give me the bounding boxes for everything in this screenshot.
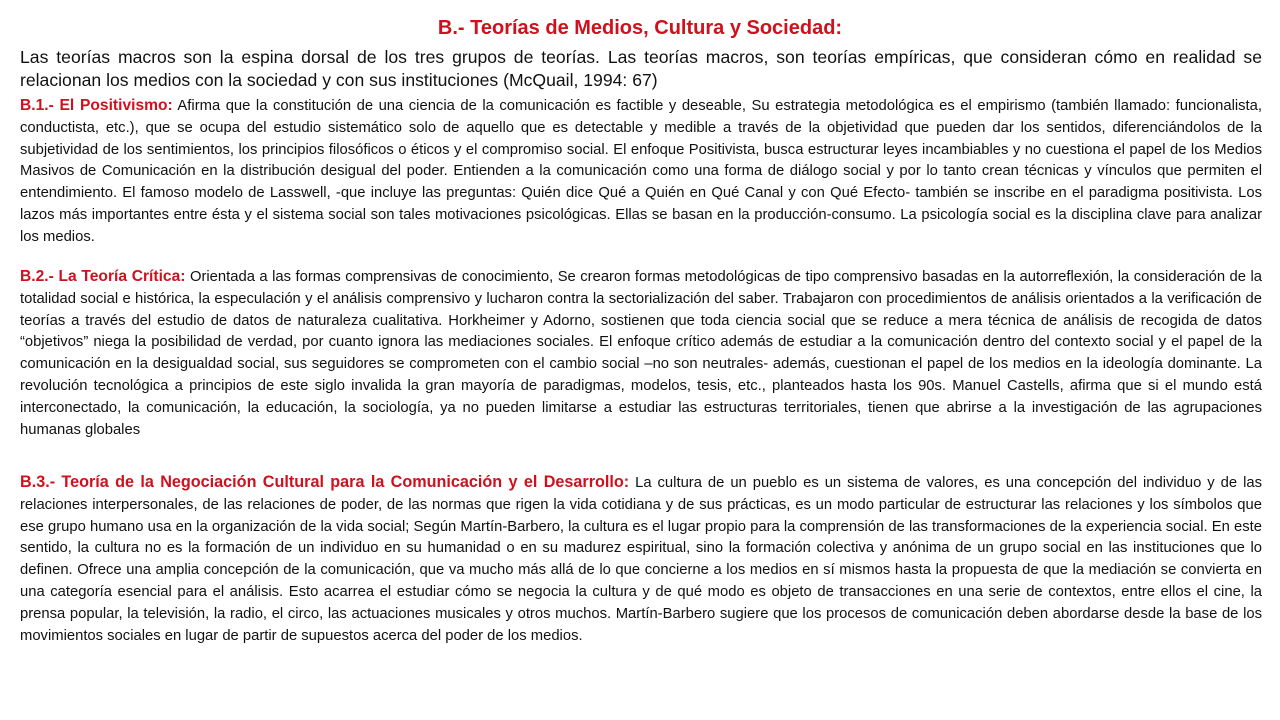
section-negociacion-cultural	[20, 472, 1262, 647]
section-body: Orientada a las formas comprensivas de conocimiento, Se crearon formas metodológicas de tipo comprensivo basadas en la autorreflexión, la consideración de la totalidad social e histórica, la especulación y el análisis comprensivo y lucharon contra la sectorialización del saber. Trabajaron con procedimientos de análisis orientados a la verificación de teorías a través del estudio de datos de naturaleza cualitativa. Horkheimer y Adorno, sostienen que toda ciencia social que se reduce a mera técnica de análisis de recogida de datos “objetivos” niega la posibilidad de verdad, por cuanto ignora las mediaciones sociales. El enfoque crítico además de estudiar a la comunicación dentro del contexto social y el papel de la comunicación en la desigualdad social, sus seguidores se comprometen con el cambio social –no son neutrales- además, cuestionan el papel de los medios en la ideología dominante. La revolución tecnológica a principios de este siglo invalida la gran mayoría de paradigmas, modelos, tesis, etc., planteados hasta los 90s. Manuel Castells, afirma que si el mundo está interconectado, la comunicación, la educación, la sociología, ya no pueden limitarse a estudiar las estructuras territoriales, tienen que abrirse a la investigación de las agrupaciones humanas globales	[20, 269, 1262, 438]
section-heading: B.2.- La Teoría Crítica:	[20, 268, 186, 285]
section-heading: B.3.- Teoría de la Negociación Cultural para la Comunicación y el Desarrollo:	[20, 473, 630, 491]
section-heading: B.1.- El Positivismo:	[20, 97, 173, 114]
section-body: La cultura de un pueblo es un sistema de valores, es una concepción del individuo y de las relaciones interpersonales, de las relaciones de poder, de las normas que rigen la vida cotidiana y de sus prácticas, es un modo particular de estructurar las relaciones y los símbolos que ese grupo humano usa en la organización de la vida social; Según Martín-Barbero, la cultura es el lugar propio para la comprensión de las transformaciones de la experiencia social. En este sentido, la cultura no es la formación de un individuo en su humanidad o en su madurez espiritual, sino la formación colectiva y anónima de un grupo social en las instituciones que lo definen. Ofrece una amplia concepción de la comunicación, que va mucho más allá de lo que concierne a los medios en sí mismos hasta la propuesta de que la mediación se convierta en una categoría esencial para el análisis. Esto acarrea el estudiar cómo se negocia la cultura y de qué modo es objeto de transacciones en una serie de contextos, entre ellos el cine, la prensa popular, la televisión, la radio, el circo, las actuaciones musicales y otros muchos. Martín-Barbero sugiere que los procesos de comunicación deben abordarse desde la base de los movimientos sociales en lugar de partir de supuestos acerca del poder de los medios.	[20, 475, 1262, 644]
section-body: Afirma que la constitución de una ciencia de la comunicación es factible y deseable, Su estrategia metodológica es el empirismo (también llamado: funcionalista, conductista, etc.), que se ocupa del estudio sistemático solo de aquello que es detectable y medible a través de la objetividad que pueden dar los sentidos, diferenciándolos de la subjetividad de los sentimientos, los principios filosóficos o éticos y el compromiso social. El enfoque Positivista, busca estructurar leyes incambiables y no cuestiona el papel de los Medios Masivos de Comunicación en la distribución desigual del poder. Entienden a la comunicación como una forma de diálogo social y por lo tanto crean técnicas y vínculos que permiten el entendimiento. El famoso modelo de Lasswell, -que incluye las preguntas: Quién dice Qué a Quién en Qué Canal y con Qué Efecto- también se inscribe en el paradigma positivista. Los lazos más importantes entre ésta y el sistema social son tales motivaciones psicológicas. Ellas se basan en la producción-consumo. La psicología social es la disciplina clave para analizar los medios.	[20, 98, 1262, 245]
section-positivismo	[20, 95, 1262, 249]
page-title: B.- Teorías de Medios, Cultura y Sociedad:	[437, 17, 843, 39]
section-teoria-critica	[20, 266, 1262, 441]
intro-paragraph: Las teorías macros son la espina dorsal de los tres grupos de teorías. Las teorías macros, son teorías empíricas, que consideran cómo en realidad se relacionan los medios con la sociedad y con sus instituciones (McQuail, 1994: 67)	[20, 47, 1262, 90]
